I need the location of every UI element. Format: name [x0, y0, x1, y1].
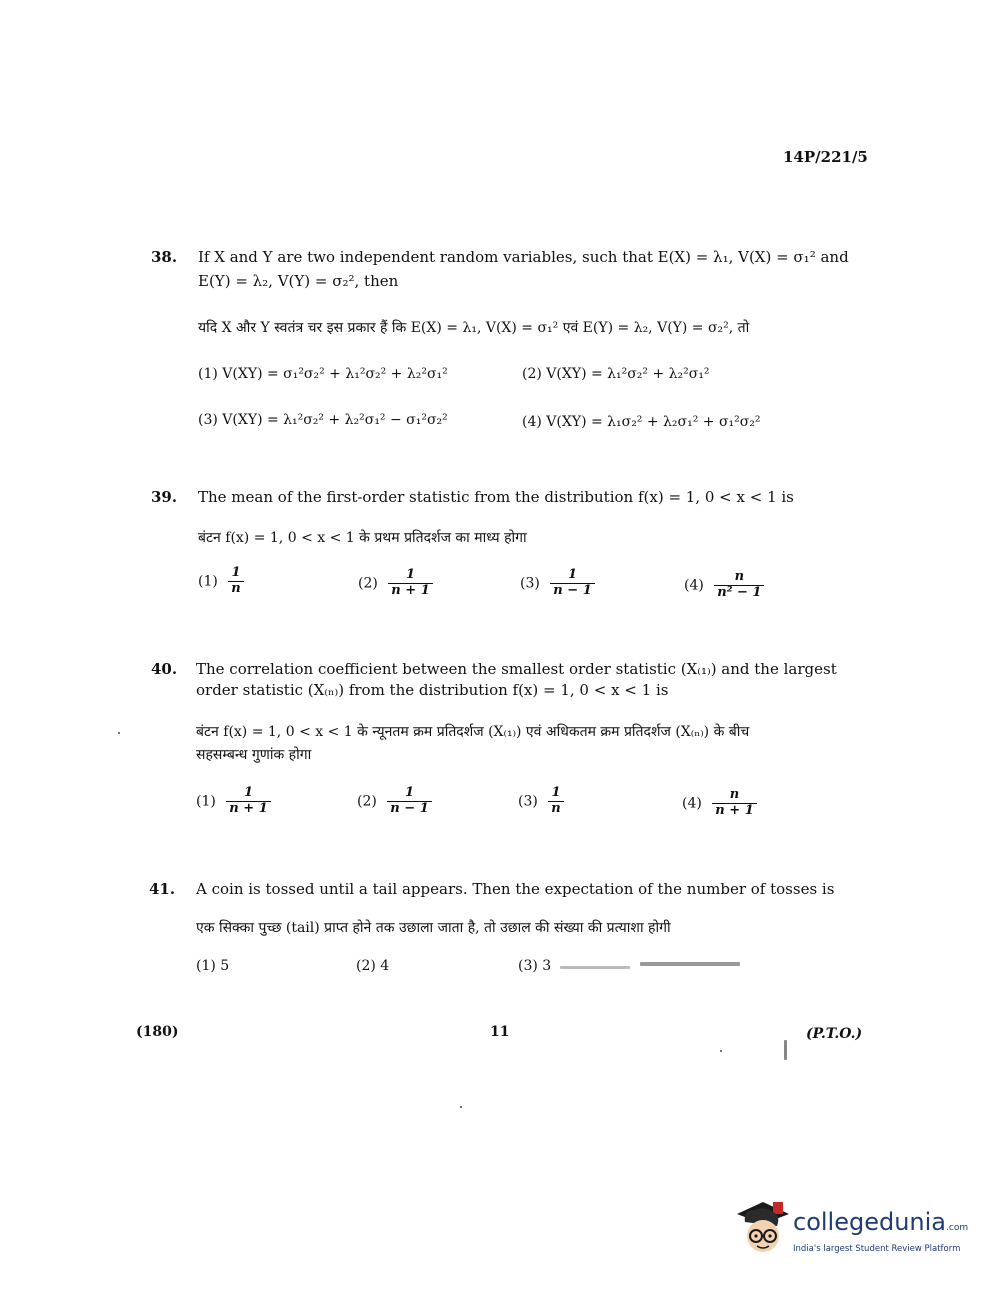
question-number-39: 39.	[151, 488, 178, 506]
pto-label: (P.T.O.)	[806, 1026, 863, 1042]
question-number-38: 38.	[151, 248, 178, 266]
fraction	[714, 570, 764, 601]
option-label: (3)	[520, 575, 540, 592]
denominator: n + 1	[226, 801, 270, 817]
q38-english-line2: E(Y) = λ₂, V(Y) = σ₂², then	[198, 272, 399, 290]
q40-option-2	[357, 786, 432, 817]
option-label: (4)	[684, 577, 704, 594]
logo-name: collegedunia	[793, 1208, 947, 1236]
fraction	[550, 568, 594, 599]
q40-hindi-line1: बंटन f(x) = 1, 0 < x < 1 के न्यूनतम क्रम प्रतिदर्शज (X₍₁₎) एवं अधिकतम क्रम प्रतिदर्शज (X₍ₙ₎) के बीच	[196, 724, 750, 740]
q38-option-2: (2) V(XY) = λ₁²σ₂² + λ₂²σ₁²	[522, 366, 710, 382]
option-label: (2)	[358, 575, 378, 592]
q39-hindi: बंटन f(x) = 1, 0 < x < 1 के प्रथम प्रतिदर्शज का माध्य होगा	[198, 530, 527, 546]
option-label: (4)	[682, 795, 702, 812]
numerator: 1	[406, 567, 416, 582]
q40-hindi-line2: सहसम्बन्ध गुणांक होगा	[196, 747, 312, 763]
denominator: n	[228, 581, 243, 597]
page-number: 11	[490, 1024, 510, 1040]
q39-english: The mean of the first-order statistic from the distribution f(x) = 1, 0 < x < 1 is	[198, 488, 794, 506]
denominator: n² − 1	[714, 585, 764, 601]
q41-option-1: (1) 5	[196, 958, 230, 974]
scan-noise	[460, 1106, 462, 1108]
logo-tagline: India's largest Student Review Platform	[793, 1244, 961, 1254]
option-label: (3)	[518, 793, 538, 810]
denominator: n − 1	[550, 583, 594, 599]
paper-code: 14P/221/5	[783, 148, 868, 166]
question-number-40: 40.	[151, 660, 178, 678]
fraction	[548, 786, 563, 817]
q40-english-line2: order statistic (X₍ₙ₎) from the distribution f(x) = 1, 0 < x < 1 is	[196, 681, 669, 699]
q41-english: A coin is tossed until a tail appears. Then the expectation of the number of tosses is	[196, 880, 835, 898]
q38-option-1: (1) V(XY) = σ₁²σ₂² + λ₁²σ₂² + λ₂²σ₁²	[198, 366, 448, 382]
q38-hindi: यदि X और Y स्वतंत्र चर इस प्रकार हैं कि E(X) = λ₁, V(X) = σ₁² एवं E(Y) = λ₂, V(Y) = σ₂², तो	[198, 320, 750, 336]
q39-option-3	[520, 568, 595, 599]
numerator: 1	[568, 567, 578, 582]
option-label: (2)	[357, 793, 377, 810]
scan-noise	[720, 1050, 722, 1052]
numerator: 1	[244, 785, 254, 800]
q41-hindi: एक सिक्का पुच्छ (tail) प्राप्त होने तक उछाला जाता है, तो उछाल की संख्या की प्रत्याशा होगी	[196, 920, 671, 936]
numerator: n	[734, 569, 745, 584]
denominator: n − 1	[387, 801, 431, 817]
q38-option-4: (4) V(XY) = λ₁σ₂² + λ₂σ₁² + σ₁²σ₂²	[522, 414, 761, 430]
q39-option-4	[684, 570, 764, 601]
footer-code: (180)	[136, 1024, 179, 1040]
scan-noise	[560, 966, 630, 969]
fraction	[226, 786, 270, 817]
q40-option-1	[196, 786, 271, 817]
q41-option-3: (3) 3	[518, 958, 552, 974]
numerator: 1	[551, 785, 561, 800]
q38-english-line1: If X and Y are two independent random variables, such that E(X) = λ₁, V(X) = σ₁² and	[198, 248, 849, 266]
fraction	[387, 786, 431, 817]
logo-wordmark	[793, 1208, 968, 1236]
option-label: (1)	[196, 793, 216, 810]
denominator: n + 1	[388, 583, 432, 599]
scan-noise	[784, 1040, 787, 1060]
question-number-41: 41.	[149, 880, 176, 898]
collegedunia-logo	[733, 1196, 969, 1264]
fraction	[228, 566, 243, 597]
denominator: n + 1	[712, 803, 756, 819]
q40-english-line1: The correlation coefficient between the smallest order statistic (X₍₁₎) and the largest	[196, 660, 837, 678]
q39-option-2	[358, 568, 433, 599]
numerator: 1	[231, 565, 241, 580]
q40-option-4	[682, 788, 757, 819]
student-mascot-icon	[733, 1196, 791, 1260]
scan-noise	[640, 962, 740, 966]
q41-option-2: (2) 4	[356, 958, 390, 974]
fraction	[388, 568, 432, 599]
option-label: (1)	[198, 573, 218, 590]
scan-noise	[118, 732, 120, 734]
logo-dotcom: .com	[946, 1223, 969, 1233]
denominator: n	[548, 801, 563, 817]
q38-option-3: (3) V(XY) = λ₁²σ₂² + λ₂²σ₁² − σ₁²σ₂²	[198, 412, 448, 428]
q39-option-1	[198, 566, 244, 597]
q40-option-3	[518, 786, 564, 817]
numerator: n	[729, 787, 740, 802]
fraction	[712, 788, 756, 819]
numerator: 1	[405, 785, 415, 800]
